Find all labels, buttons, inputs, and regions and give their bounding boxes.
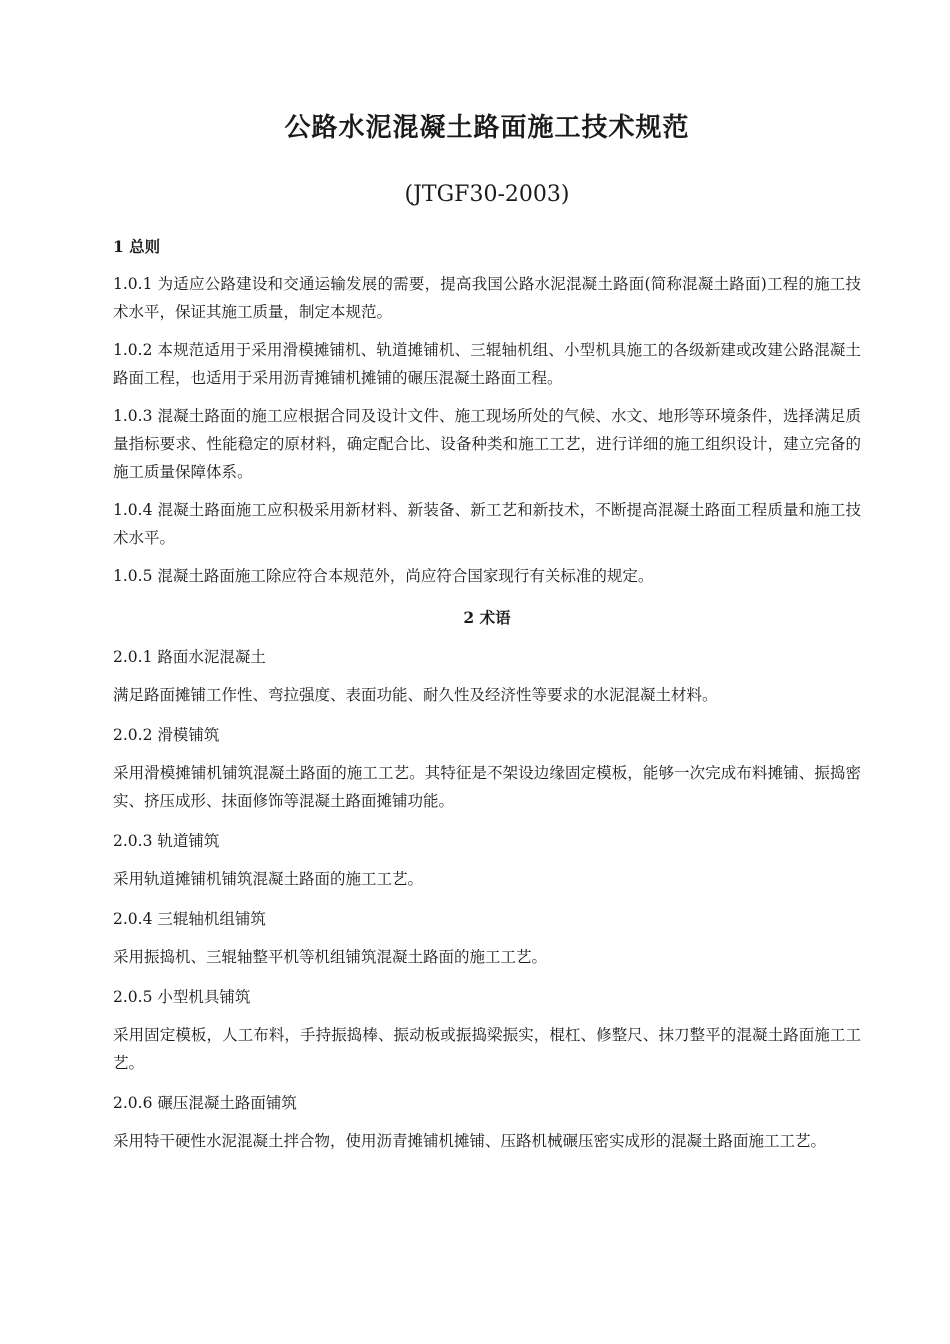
term-definition-2-0-2: 采用滑模摊铺机铺筑混凝土路面的施工工艺。其特征是不架设边缘固定模板，能够一次完成布料摊铺、振捣密实、挤压成形、抹面修饰等混凝土路面摊铺功能。 bbox=[113, 764, 861, 810]
term-definition-2-0-3: 采用轨道摊铺机铺筑混凝土路面的施工工艺。 bbox=[113, 870, 424, 888]
term-definition-2-0-6: 采用特干硬性水泥混凝土拌合物，使用沥青摊铺机摊铺、压路机械碾压密实成形的混凝土路面施工工艺。 bbox=[113, 1132, 827, 1150]
term-id-2-0-3: 2.0.3 轨道铺筑 bbox=[113, 832, 220, 850]
term-definition-2-0-1: 满足路面摊铺工作性、弯拉强度、表面功能、耐久性及经济性等要求的水泥混凝土材料。 bbox=[113, 686, 718, 704]
paragraph-1-0-1: 1.0.1 为适应公路建设和交通运输发展的需要，提高我国公路水泥混凝土路面(简称混凝土路面)工程的施工技术水平，保证其施工质量，制定本规范。 bbox=[113, 275, 861, 321]
paragraph-1-0-3: 1.0.3 混凝土路面的施工应根据合同及设计文件、施工现场所处的气候、水文、地形等环境条件，选择满足质量指标要求、性能稳定的原材料，确定配合比、设备种类和施工工艺，进行详细的施工组织设计，建立完备的施工质量保障体系。 bbox=[113, 407, 861, 481]
paragraph-1-0-2: 1.0.2 本规范适用于采用滑模摊铺机、轨道摊铺机、三辊轴机组、小型机具施工的各级新建或改建公路混凝土路面工程，也适用于采用沥青摊铺机摊铺的碾压混凝土路面工程。 bbox=[113, 341, 861, 387]
term-id-2-0-2: 2.0.2 滑模铺筑 bbox=[113, 726, 220, 744]
document-title: 公路水泥混凝土路面施工技术规范 bbox=[284, 113, 690, 143]
term-id-2-0-5: 2.0.5 小型机具铺筑 bbox=[113, 988, 251, 1006]
document-page bbox=[113, 100, 861, 1155]
term-id-2-0-4: 2.0.4 三辊轴机组铺筑 bbox=[113, 910, 266, 928]
paragraph-1-0-4: 1.0.4 混凝土路面施工应积极采用新材料、新装备、新工艺和新技术，不断提高混凝土路面工程质量和施工技术水平。 bbox=[113, 501, 861, 547]
paragraph-1-0-5: 1.0.5 混凝土路面施工除应符合本规范外，尚应符合国家现行有关标准的规定。 bbox=[113, 567, 654, 585]
section-2-heading: 2 术语 bbox=[463, 608, 511, 627]
term-id-2-0-1: 2.0.1 路面水泥混凝土 bbox=[113, 648, 266, 666]
document-code: (JTGF30-2003) bbox=[404, 182, 570, 207]
term-definition-2-0-5: 采用固定模板，人工布料，手持振捣棒、振动板或振捣梁振实，棍杠、修整尺、抹刀整平的混凝土路面施工工艺。 bbox=[113, 1026, 861, 1072]
section-1-heading: 1 总则 bbox=[113, 237, 161, 256]
term-definition-2-0-4: 采用振捣机、三辊轴整平机等机组铺筑混凝土路面的施工工艺。 bbox=[113, 948, 548, 966]
term-id-2-0-6: 2.0.6 碾压混凝土路面铺筑 bbox=[113, 1094, 297, 1112]
